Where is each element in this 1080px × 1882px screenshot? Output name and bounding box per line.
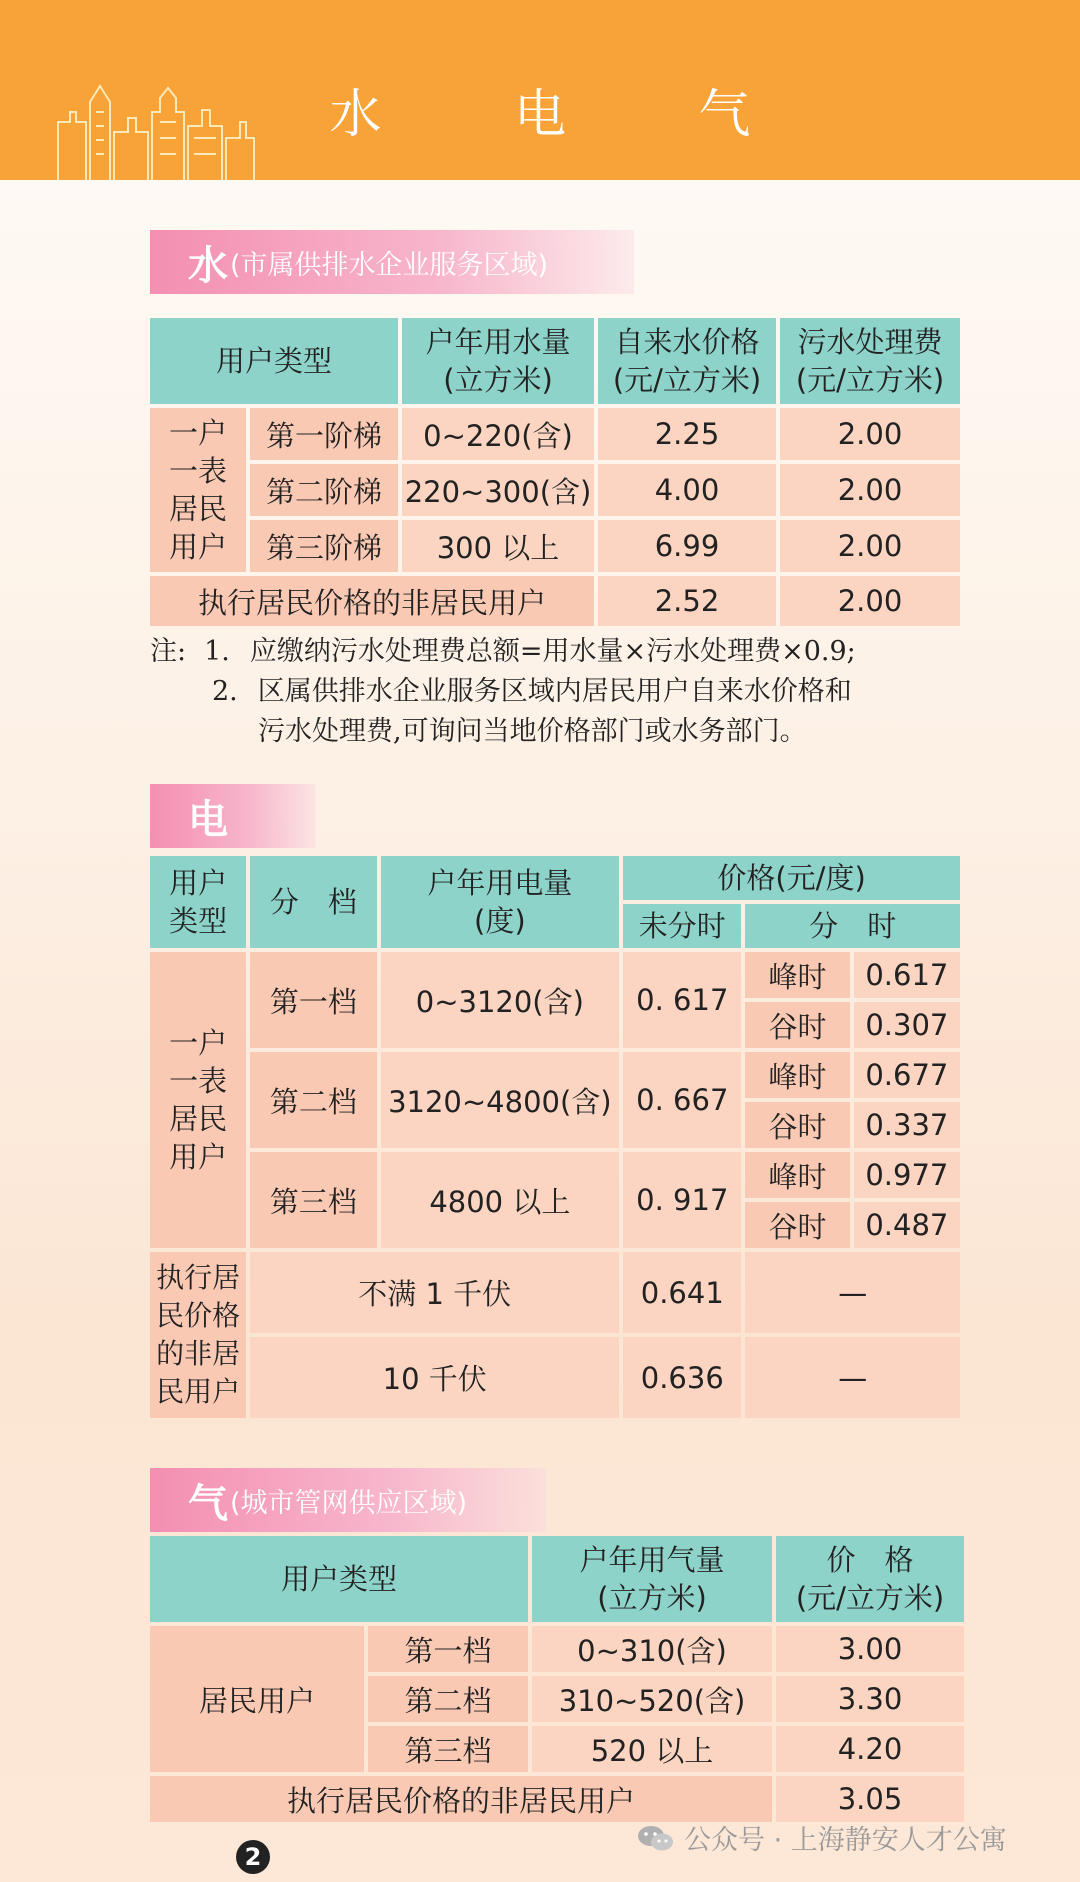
- gas-tab-title: 气: [188, 1480, 228, 1527]
- gas-tier-label: 第二档: [368, 1676, 528, 1722]
- electric-nonresident-tou: —: [745, 1337, 960, 1418]
- electric-header-user-type: 用户 类型: [150, 856, 246, 948]
- electric-tier-usage: 3120~4800(含): [381, 1052, 620, 1148]
- water-resident-group-label: 一户 一表 居民 用户: [150, 408, 246, 572]
- electric-tier-flat-price: 0. 667: [623, 1052, 741, 1148]
- page-title: 水 电 气: [329, 85, 809, 145]
- gas-tier-volume: 0~310(含): [532, 1626, 772, 1672]
- gas-tier-price: 3.00: [776, 1626, 964, 1672]
- water-tier-sewage: 2.00: [780, 520, 960, 572]
- water-tier-label: 第三阶梯: [250, 520, 398, 572]
- water-tier-price: 4.00: [598, 464, 776, 516]
- water-tier-label: 第二阶梯: [250, 464, 398, 516]
- water-notes: [150, 632, 856, 752]
- wechat-watermark: [636, 1818, 1007, 1857]
- gas-nonresident-label: 执行居民价格的非居民用户: [150, 1776, 772, 1822]
- gas-nonresident-price: 3.05: [776, 1776, 964, 1822]
- water-header-user-type: 用户类型: [150, 318, 398, 404]
- electric-valley-label: 谷时: [745, 1202, 849, 1248]
- electric-tier-flat-price: 0. 917: [623, 1152, 741, 1248]
- electric-header-flat: 未分时: [623, 904, 741, 948]
- electric-tier-label: 第一档: [250, 952, 376, 1048]
- electric-nonresident-price: 0.641: [623, 1252, 741, 1333]
- electric-tier-usage: 4800 以上: [381, 1152, 620, 1248]
- gas-header-volume: 户年用气量 (立方米): [532, 1536, 772, 1622]
- page-header: [0, 0, 1080, 180]
- electric-section-tab: [150, 784, 316, 848]
- water-nonresident-price: 2.52: [598, 576, 776, 626]
- gas-resident-group-label: 居民用户: [150, 1626, 364, 1772]
- water-price-table: [146, 314, 964, 630]
- water-tier-label: 第一阶梯: [250, 408, 398, 460]
- water-nonresident-sewage: 2.00: [780, 576, 960, 626]
- gas-price-table: [146, 1532, 968, 1826]
- note-1-text: 应缴纳污水处理费总额=用水量×污水处理费×0.9;: [249, 636, 856, 667]
- electric-valley-label: 谷时: [745, 1002, 849, 1048]
- water-header-volume: 户年用水量 (立方米): [402, 318, 594, 404]
- water-tier-sewage: 2.00: [780, 464, 960, 516]
- gas-tier-volume: 520 以上: [532, 1726, 772, 1772]
- electric-nonresident-voltage: 10 千伏: [250, 1337, 619, 1418]
- electric-tier-usage: 0~3120(含): [381, 952, 620, 1048]
- watermark-text: 公众号 · 上海静安人才公寓: [684, 1825, 1007, 1856]
- electric-valley-price: 0.487: [854, 1202, 960, 1248]
- electric-header-tier: 分 档: [250, 856, 376, 948]
- water-nonresident-label: 执行居民价格的非居民用户: [150, 576, 594, 626]
- gas-header-user-type: 用户类型: [150, 1536, 528, 1622]
- electric-valley-price: 0.307: [854, 1002, 960, 1048]
- gas-header-price: 价 格 (元/立方米): [776, 1536, 964, 1622]
- note-2-text-line-2: 污水处理费,可询问当地价格部门或水务部门。: [258, 716, 807, 747]
- gas-tab-subtitle: (城市管网供应区域): [230, 1487, 468, 1519]
- electric-tier-label: 第三档: [250, 1152, 376, 1248]
- electric-header-tou: 分 时: [745, 904, 960, 948]
- water-tier-price: 2.25: [598, 408, 776, 460]
- electric-peak-price: 0.677: [854, 1052, 960, 1098]
- electric-nonresident-group-label: 执行居 民价格 的非居 民用户: [150, 1252, 246, 1418]
- gas-tier-label: 第三档: [368, 1726, 528, 1772]
- electric-peak-label: 峰时: [745, 952, 849, 998]
- water-section-tab: [150, 230, 634, 294]
- electric-header-usage: 户年用电量 (度): [381, 856, 620, 948]
- water-tier-volume: 220~300(含): [402, 464, 594, 516]
- electric-nonresident-tou: —: [745, 1252, 960, 1333]
- electric-header-price: 价格(元/度): [623, 856, 960, 900]
- electric-tab-title: 电: [188, 796, 228, 843]
- water-tier-sewage: 2.00: [780, 408, 960, 460]
- electric-resident-group-label: 一户 一表 居民 用户: [150, 952, 246, 1248]
- note-2-text-line-1: 区属供排水企业服务区域内居民用户自来水价格和: [257, 676, 852, 707]
- water-header-price: 自来水价格 (元/立方米): [598, 318, 776, 404]
- note-prefix: 注:: [150, 636, 187, 667]
- electric-peak-label: 峰时: [745, 1052, 849, 1098]
- electric-price-table: [146, 852, 964, 1422]
- note-2-number: 2.: [212, 676, 238, 707]
- electric-tier-flat-price: 0. 617: [623, 952, 741, 1048]
- water-tier-volume: 300 以上: [402, 520, 594, 572]
- water-tier-volume: 0~220(含): [402, 408, 594, 460]
- electric-peak-price: 0.977: [854, 1152, 960, 1198]
- wechat-icon: [636, 1823, 676, 1853]
- electric-nonresident-voltage: 不满 1 千伏: [250, 1252, 619, 1333]
- water-tab-title: 水: [188, 242, 228, 289]
- water-tier-price: 6.99: [598, 520, 776, 572]
- gas-tier-price: 3.30: [776, 1676, 964, 1722]
- page-number: 2: [236, 1840, 270, 1874]
- gas-tier-volume: 310~520(含): [532, 1676, 772, 1722]
- electric-valley-price: 0.337: [854, 1102, 960, 1148]
- electric-peak-price: 0.617: [854, 952, 960, 998]
- gas-tier-price: 4.20: [776, 1726, 964, 1772]
- electric-peak-label: 峰时: [745, 1152, 849, 1198]
- water-tab-subtitle: (市属供排水企业服务区域): [230, 249, 549, 281]
- electric-valley-label: 谷时: [745, 1102, 849, 1148]
- note-1-number: 1.: [204, 636, 230, 667]
- water-header-sewage: 污水处理费 (元/立方米): [780, 318, 960, 404]
- gas-tier-label: 第一档: [368, 1626, 528, 1672]
- electric-nonresident-price: 0.636: [623, 1337, 741, 1418]
- electric-tier-label: 第二档: [250, 1052, 376, 1148]
- gas-section-tab: [150, 1468, 546, 1532]
